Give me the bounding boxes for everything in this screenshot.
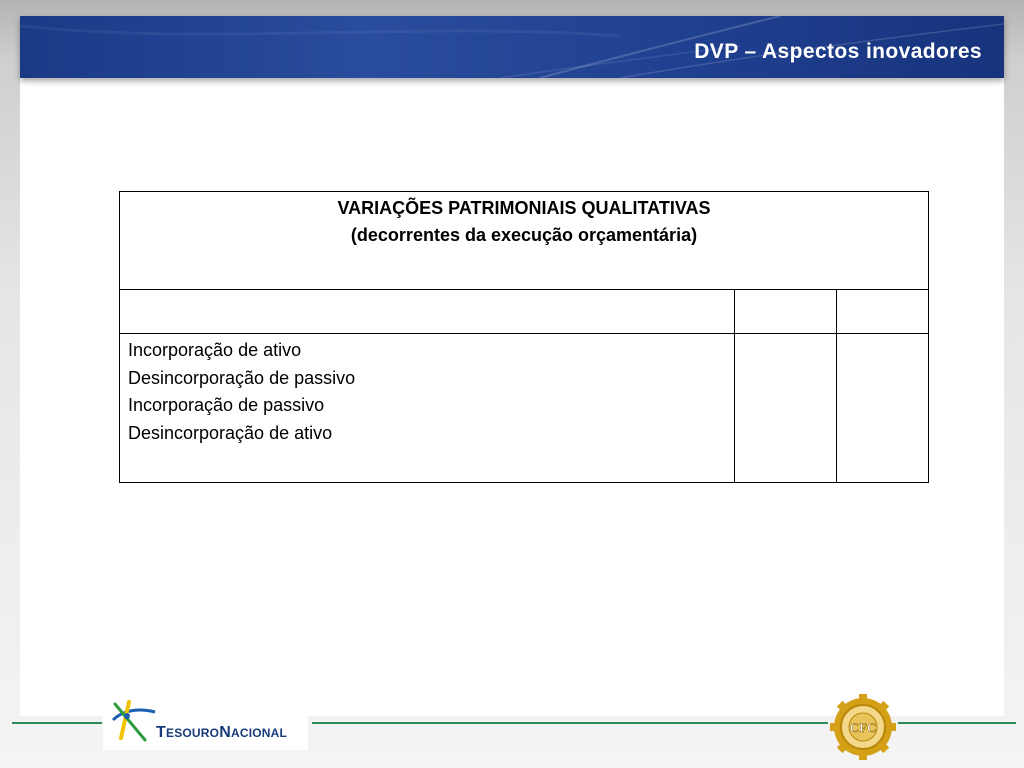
list-item: Desincorporação de passivo (128, 367, 356, 388)
tesouro-nacional-emblem-icon (105, 696, 157, 746)
table-heading-cell (120, 192, 929, 290)
header-banner (20, 16, 1004, 78)
table-heading-line1: VARIAÇÕES PATRIMONIAIS QUALITATIVAS (337, 198, 711, 218)
list-item: Desincorporação de ativo (128, 422, 333, 443)
footer-divider-left (12, 722, 102, 724)
footer-divider-middle (312, 722, 828, 724)
footer-divider-right (898, 722, 1016, 724)
tesouro-nacional-logo (103, 694, 308, 750)
tesouro-nacional-wordmark: TESOURONACIONAL (156, 724, 288, 741)
table-row (120, 334, 929, 483)
svg-text:CFC: CFC (849, 720, 877, 735)
table-cell-empty (735, 290, 837, 334)
table-heading-line2: (decorrentes da execução orçamentária) (350, 225, 698, 245)
cfc-seal-logo (828, 692, 898, 762)
table-cell-empty (837, 334, 929, 483)
page-title: DVP – Aspectos inovadores (694, 40, 982, 63)
table-header-row (120, 192, 929, 290)
list-item: Incorporação de ativo (128, 340, 302, 360)
table-row (120, 290, 929, 334)
dvp-table (119, 191, 929, 483)
list-item: Incorporação de passivo (128, 395, 325, 415)
table-cell-empty (837, 290, 929, 334)
table-cell-empty (120, 290, 735, 334)
table-items-cell (120, 334, 735, 483)
table-cell-empty (735, 334, 837, 483)
